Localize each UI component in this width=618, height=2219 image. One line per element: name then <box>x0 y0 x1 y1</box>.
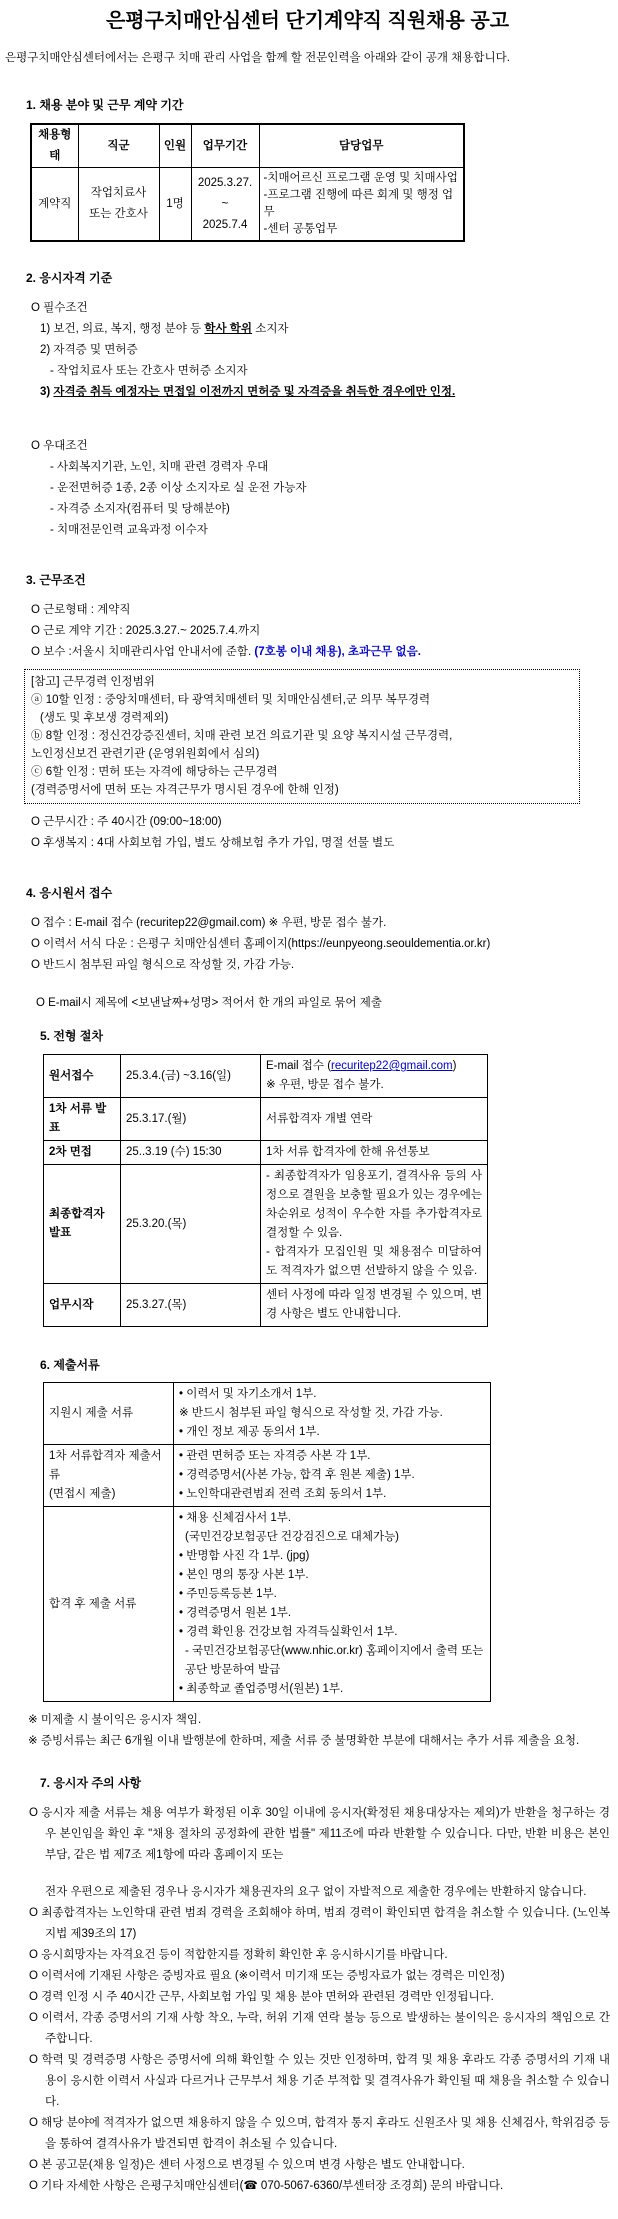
row-label-document-result: 1차 서류 발표 <box>44 1098 121 1141</box>
work-period-line1: 2025.3.27.~ <box>197 176 253 210</box>
work-type-line: O 근로형태 : 계약직 <box>31 604 131 616</box>
resume-download-line: O 이력서 서식 다운 : 은평구 치매안심센터 홈페이지(https://eunpyeong.seouldementia.or.kr) <box>31 938 491 950</box>
final-result-note1: - 최종합격자가 임용포기, 결격사유 등의 사정으로 결원을 보충할 필요가 있는 경우에는 차순위로 성적이 우수한 자를 추가합격자로 결정할 수 있음. <box>266 1170 482 1239</box>
doc-item: • 경력증명서 원본 1부. <box>179 1607 292 1619</box>
duty-item: -센터 공통업무 <box>263 223 338 235</box>
section-3-heading: 3. 근무조건 <box>26 573 86 587</box>
duty-item: -치매어르신 프로그램 운영 및 치매사업 <box>263 172 458 184</box>
col-header-employment-type: 채용형태 <box>31 124 78 168</box>
table-row-application <box>44 1055 488 1098</box>
doc-item: • 최종학교 졸업증명서(원본) 1부. <box>179 1683 344 1695</box>
work-period-line2: 2025.7.4 <box>202 218 248 231</box>
application-method-line: O 접수 : E-mail 접수 (recuritep22@gmail.com) ※ 우편, 방문 접수 불가. <box>31 917 387 929</box>
pay-line <box>31 642 610 663</box>
file-format-line: O 반드시 첨부된 파일 형식으로 작성할 것, 가감 가능. <box>31 959 295 971</box>
table-row-work-start <box>44 1284 488 1327</box>
recruitment-table-header-row <box>31 124 464 168</box>
required-item-3-number: 3) <box>40 386 54 398</box>
cell-employment-type: 계약직 <box>31 168 78 242</box>
selection-process-table <box>43 1054 488 1327</box>
refbox-line-a2: (생도 및 후보생 경력제외) <box>40 712 169 724</box>
row-content-document-result: 서류합격자 개별 연락 <box>261 1098 488 1141</box>
application-content-line1 <box>266 1057 482 1076</box>
required-item-2: 2) 자격증 및 면허증 <box>40 344 138 356</box>
row-content-interview: 1차 서류 합격자에 한해 유선통보 <box>261 1141 488 1165</box>
table-row-final-result <box>44 1165 488 1284</box>
intro-paragraph: 은평구치매안심센터에서는 은평구 치매 관리 사업을 함께 할 전문인력을 아래와 같이 공개 채용합니다. <box>5 52 510 64</box>
cell-work-period <box>191 168 259 242</box>
row-date-document-result: 25.3.17.(월) <box>121 1098 261 1141</box>
submission-note: ※ 증빙서류는 최근 6개월 이내 발행분에 한하며, 제출 서류 중 불명확한 부분에 대해서는 추가 서류 제출을 요청. <box>28 1735 580 1747</box>
email-link[interactable]: recuritep22@gmail.com <box>331 1060 453 1072</box>
doc-item-sub: - 국민건강보험공단(www.nhic.or.kr) 홈페이지에서 출력 또는 공단 방문하여 발급 <box>185 1645 484 1676</box>
col-header-duties: 담당업무 <box>259 124 464 168</box>
caution-item-evidence-required: O 이력서에 기재된 사항은 증빙자료 필요 (※이력서 미기재 또는 증빙자료가 없는 경력은 미인정) <box>29 1970 505 1982</box>
caution-item-career-recognition: O 경력 인정 시 주 40시간 근무, 사회보험 가입 및 채용 분야 면허와 관련된 경력만 인정됩니다. <box>29 1991 494 2003</box>
caution-item-contact-info: O 기타 자세한 사항은 은평구치매안심센터(☎ 070-5067-6360/부센터장 조경희) 문의 바랍니다. <box>29 2180 504 2192</box>
caution-item-check-qualification: O 응시희망자는 자격요건 등이 적합한지를 정확히 확인한 후 응시하시기를 바랍니다. <box>29 1949 448 1961</box>
doc-item: • 본인 명의 통장 사본 1부. <box>179 1569 309 1581</box>
col-header-work-period: 업무기간 <box>191 124 259 168</box>
caution-item-abuse-record: O 최종합격자는 노인학대 관련 범죄 경력을 조회해야 하며, 범죄 경력이 확인되면 합격을 취소할 수 있습니다. (노인복지법 제39조의 17) <box>29 1907 610 1940</box>
required-item-1-pre: 1) 보건, 의료, 복지, 행정 분야 등 <box>40 323 205 335</box>
doc-item: • 노인학대관련범죄 전력 조회 동의서 1부. <box>179 1488 387 1500</box>
pay-line-highlight: (7호봉 이내 채용), 초과근무 없음. <box>254 646 421 658</box>
row-content-application <box>261 1055 488 1098</box>
caution-item-return-policy: O 응시자 제출 서류는 채용 여부가 확정된 이후 30일 이내에 응시자(확정된 채용대상자는 제외)가 반환을 청구하는 경우 본인임을 확인 후 "채용 절차의 공정화에 관한 법률" 제11조에 따라 반환할 수 있습니다. 다만, 반환 비용은 본인 부담, 같은 법 제7조 제1항에 따라 홈페이지 또는 <box>29 1807 610 1861</box>
email-subject-note: O E-mail시 제목에 <보낸날짜+성명> 적어서 한 개의 파일로 묶어 제출 <box>36 997 382 1009</box>
row-content-after-pass-docs <box>174 1507 491 1702</box>
page-title: 은평구치매안심센터 단기계약직 직원채용 공고 <box>105 10 510 32</box>
table-row-after-pass-docs <box>44 1507 491 1702</box>
caution-item-no-suitable-candidate: O 해당 분야에 적격자가 없으면 채용하지 않을 수 있으며, 합격자 통지 후라도 신원조사 및 채용 신체검사, 학위검증 등을 통하여 결격사유가 발견되면 합격이 취소될 수 있습니다. <box>29 2117 610 2150</box>
caution-item-return-policy-cont: 전자 우편으로 제출된 경우나 응시자가 채용권자의 요구 없이 자발적으로 제출한 경우에는 반환하지 않습니다. <box>45 1886 587 1898</box>
refbox-line-b: ⓑ 8할 인정 : 정신건강증진센터, 치매 관련 보건 의료기관 및 요양 복지시설 근무경력, <box>31 730 453 742</box>
table-row-interview <box>44 1141 488 1165</box>
recruitment-table <box>30 123 465 242</box>
table-row-apply-docs <box>44 1383 491 1445</box>
refbox-line-b2: 노인정신보건 관련기관 (운영위원회에서 심의) <box>31 748 260 760</box>
required-item-1 <box>40 319 610 340</box>
final-result-note2: - 합격자가 모집인원 및 채용점수 미달하여도 적격자가 없으면 선발하지 않을 수 있음. <box>266 1246 482 1277</box>
row-label-final-result: 최종합격자발표 <box>44 1165 121 1284</box>
row-label-after-pass-docs: 합격 후 제출 서류 <box>44 1507 174 1702</box>
refbox-line-a: ⓐ 10할 인정 : 중앙치매센터, 타 광역치매센터 및 치매안심센터,군 의무 복무경력 <box>31 694 431 706</box>
refbox-title: [참고] 근무경력 인정범위 <box>31 676 155 688</box>
welfare-line: O 후생복지 : 4대 사회보험 가입, 별도 상해보험 추가 가입, 명절 선물 별도 <box>31 837 395 849</box>
career-recognition-box <box>24 669 580 804</box>
required-item-3-text: 자격증 취득 예정자는 면접일 이전까지 면허증 및 자격증을 취득한 경우에만 인정. <box>53 386 456 398</box>
section-6-heading: 6. 제출서류 <box>40 1358 100 1372</box>
cell-headcount: 1명 <box>159 168 191 242</box>
row-date-interview: 25..3.19 (수) 15:30 <box>121 1141 261 1165</box>
row-label-apply-docs: 지원시 제출 서류 <box>44 1383 174 1445</box>
refbox-line-c2: (경력증명서에 면허 또는 자격근무가 명시된 경우에 한해 인정) <box>31 784 339 796</box>
preferred-item: - 운전면허증 1종, 2종 이상 소지자로 실 운전 가능자 <box>50 482 307 494</box>
col-header-headcount: 인원 <box>159 124 191 168</box>
work-hours-line: O 근무시간 : 주 40시간 (09:00~18:00) <box>31 816 222 828</box>
doc-item: • 경력증명서(사본 가능, 합격 후 원본 제출) 1부. <box>179 1469 415 1481</box>
row-label-application: 원서접수 <box>44 1055 121 1098</box>
doc-item: • 이력서 및 자기소개서 1부. <box>179 1388 317 1400</box>
cell-duties <box>259 168 464 242</box>
pay-line-text: O 보수 :서울시 치매관리사업 안내서에 준함. <box>31 646 255 658</box>
doc-item: • 주민등록등본 1부. <box>179 1588 277 1600</box>
row-content-work-start: 센터 사정에 따라 일정 변경될 수 있으며, 변경 사항은 별도 안내합니다. <box>261 1284 488 1327</box>
required-conditions-title: O 필수조건 <box>31 302 88 314</box>
row-content-apply-docs <box>174 1383 491 1445</box>
preferred-item: - 자격증 소지자(컴퓨터 및 당해분야) <box>50 503 230 515</box>
duty-item: -프로그램 진행에 따른 회계 및 행정 업무 <box>263 189 454 218</box>
preferred-item: - 치매전문인력 교육과정 이수자 <box>50 524 208 536</box>
row-label-interview: 2차 면접 <box>44 1141 121 1165</box>
caution-item-schedule-change: O 본 공고문(채용 일정)은 센터 사정으로 변경될 수 있으며 변경 사항은 별도 안내합니다. <box>29 2159 465 2171</box>
cell-job-group <box>78 168 159 242</box>
row-date-application: 25.3.4.(금) ~3.16(일) <box>121 1055 261 1098</box>
doc-item: • 반명함 사진 각 1부. (jpg) <box>179 1550 310 1562</box>
row-label-work-start: 업무시작 <box>44 1284 121 1327</box>
doc-item: • 경력 확인용 건강보험 자격득실확인서 1부. <box>179 1626 398 1638</box>
application-content-line2: ※ 우편, 방문 접수 불가. <box>266 1079 384 1091</box>
refbox-line-c: ⓒ 6할 인정 : 면허 또는 자격에 해당하는 근무경력 <box>31 766 278 778</box>
row-date-final-result: 25.3.20.(목) <box>121 1165 261 1284</box>
email-label: E-mail 접수 ( <box>266 1060 332 1072</box>
doc-item: ※ 반드시 첨부된 파일 형식으로 작성할 것, 가감 가능. <box>179 1407 443 1419</box>
preferred-conditions-title: O 우대조건 <box>31 440 88 452</box>
caution-item-certificate-verification: O 학력 및 경력증명 사항은 증명서에 의해 확인할 수 있는 것만 인정하며, 합격 및 채용 후라도 각종 증명서의 기재 내용이 응시한 이력서 사실과 다르거나 근무부서 채용 기준 부적합 및 결격사유가 확인될 때 채용을 취소할 수 있습니다. <box>29 2054 610 2108</box>
row-content-final-result <box>261 1165 488 1284</box>
required-item-1-post: 소지자 <box>252 323 289 335</box>
caution-item-applicant-responsibility: O 이력서, 각종 증명서의 기재 사항 착오, 누락, 허위 기재 연락 불능 등으로 발생하는 불이익은 응시자의 책임으로 간주합니다. <box>29 2012 610 2045</box>
doc-item: • 개인 정보 제공 동의서 1부. <box>179 1426 320 1438</box>
section-1-heading: 1. 채용 분야 및 근무 계약 기간 <box>26 98 184 112</box>
row-content-first-pass-docs <box>174 1445 491 1507</box>
col-header-job-group: 직군 <box>78 124 159 168</box>
row-label-first-pass-docs <box>44 1445 174 1507</box>
section-2-heading: 2. 응시자격 기준 <box>26 271 113 285</box>
recruitment-table-data-row <box>31 168 464 242</box>
table-row-first-pass-docs <box>44 1445 491 1507</box>
required-item-1-emphasis: 학사 학위 <box>204 323 253 335</box>
preferred-item: - 사회복지기관, 노인, 치매 관련 경력자 우대 <box>50 461 269 473</box>
section-5-heading: 5. 전형 절차 <box>40 1029 104 1043</box>
first-pass-label-line1: 1차 서류합격자 제출서류 <box>49 1450 162 1481</box>
table-row-document-result <box>44 1098 488 1141</box>
job-group-line2: 또는 간호사 <box>89 208 148 220</box>
section-4-heading: 4. 응시원서 접수 <box>26 886 113 900</box>
doc-item-sub: (국민건강보험공단 건강검진으로 대체가능) <box>185 1531 400 1543</box>
job-group-line1: 작업치료사 <box>90 187 147 199</box>
first-pass-label-line2: (면접시 제출) <box>49 1488 116 1500</box>
section-7-heading: 7. 응시자 주의 사항 <box>40 1776 142 1790</box>
row-date-work-start: 25.3.27.(목) <box>121 1284 261 1327</box>
contract-period-line: O 근로 계약 기간 : 2025.3.27.~ 2025.7.4.까지 <box>31 625 261 637</box>
submission-note: ※ 미제출 시 불이익은 응시자 책임. <box>28 1714 202 1726</box>
required-item-2-sub: - 작업치료사 또는 간호사 면허증 소지자 <box>50 365 248 377</box>
submission-documents-table <box>43 1382 491 1702</box>
doc-item: • 채용 신체검사서 1부. <box>179 1512 292 1524</box>
doc-item: • 관련 면허증 또는 자격증 사본 각 1부. <box>179 1450 371 1462</box>
required-item-3 <box>40 382 610 403</box>
email-label-close: ) <box>452 1060 457 1072</box>
